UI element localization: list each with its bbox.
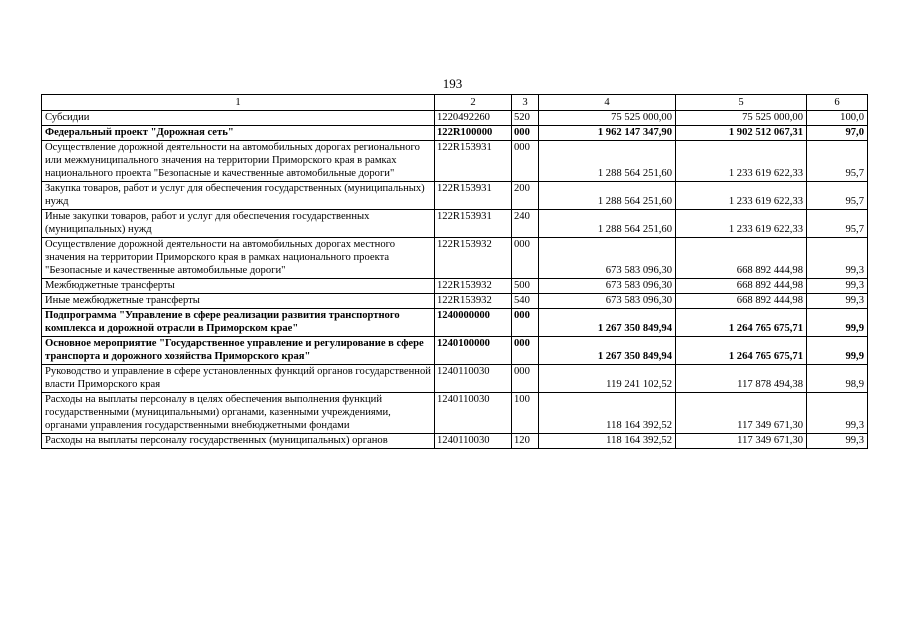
row-planned-amount: 118 164 392,52 [539, 393, 676, 434]
row-execution-percent: 97,0 [807, 126, 868, 141]
row-code: 122R153932 [435, 238, 512, 279]
row-code: 1240110030 [435, 365, 512, 393]
row-planned-amount: 673 583 096,30 [539, 238, 676, 279]
row-code: 122R100000 [435, 126, 512, 141]
row-name: Подпрограмма "Управление в сфере реализации развития транспортного комплекса и дорожной отрасли в Приморском крае" [42, 309, 435, 337]
row-expense-type: 000 [512, 238, 539, 279]
row-planned-amount: 118 164 392,52 [539, 434, 676, 449]
row-name: Осуществление дорожной деятельности на автомобильных дорогах местного значения на территории Приморского края в рамках национального проекта "Безопасные и качественные автомобильные дороги" [42, 238, 435, 279]
table-row [42, 434, 868, 449]
row-planned-amount: 1 267 350 849,94 [539, 309, 676, 337]
row-expense-type: 500 [512, 279, 539, 294]
row-planned-amount: 673 583 096,30 [539, 294, 676, 309]
row-planned-amount: 75 525 000,00 [539, 111, 676, 126]
row-expense-type: 520 [512, 111, 539, 126]
column-number-header-row [42, 95, 868, 111]
row-expense-type: 000 [512, 365, 539, 393]
row-name: Осуществление дорожной деятельности на автомобильных дорогах регионального или межмуниципального значения на территории Приморского края в рамках национального проекта "Безопасные и качественные автомобильные дороги" [42, 141, 435, 182]
row-code: 122R153931 [435, 141, 512, 182]
row-execution-percent: 100,0 [807, 111, 868, 126]
row-execution-percent: 99,9 [807, 309, 868, 337]
row-code: 122R153931 [435, 210, 512, 238]
row-planned-amount: 1 288 564 251,60 [539, 210, 676, 238]
table-row [42, 111, 868, 126]
table-row [42, 126, 868, 141]
table-row [42, 309, 868, 337]
row-code: 122R153932 [435, 279, 512, 294]
row-code: 1220492260 [435, 111, 512, 126]
table-row [42, 182, 868, 210]
row-name: Основное мероприятие "Государственное управление и регулирование в сфере транспорта и дорожного хозяйства Приморского края" [42, 337, 435, 365]
row-planned-amount: 1 288 564 251,60 [539, 182, 676, 210]
row-name: Расходы на выплаты персоналу государственных (муниципальных) органов [42, 434, 435, 449]
row-actual-amount: 1 264 765 675,71 [676, 337, 807, 365]
row-name: Закупка товаров, работ и услуг для обеспечения государственных (муниципальных) нужд [42, 182, 435, 210]
row-actual-amount: 668 892 444,98 [676, 294, 807, 309]
row-planned-amount: 673 583 096,30 [539, 279, 676, 294]
table-row [42, 238, 868, 279]
table-row [42, 365, 868, 393]
row-name: Межбюджетные трансферты [42, 279, 435, 294]
row-expense-type: 540 [512, 294, 539, 309]
row-planned-amount: 1 267 350 849,94 [539, 337, 676, 365]
column-number-3: 3 [512, 95, 539, 111]
table-row [42, 337, 868, 365]
row-planned-amount: 119 241 102,52 [539, 365, 676, 393]
row-name: Расходы на выплаты персоналу в целях обеспечения выполнения функций государственными (муниципальными) органами, казенными учреждениями, органами управления государственными внебюджетными фондами [42, 393, 435, 434]
row-actual-amount: 117 878 494,38 [676, 365, 807, 393]
row-name: Иные межбюджетные трансферты [42, 294, 435, 309]
row-code: 122R153932 [435, 294, 512, 309]
table-row [42, 294, 868, 309]
row-actual-amount: 75 525 000,00 [676, 111, 807, 126]
row-actual-amount: 117 349 671,30 [676, 393, 807, 434]
row-name: Субсидии [42, 111, 435, 126]
row-execution-percent: 99,3 [807, 434, 868, 449]
row-code: 1240110030 [435, 393, 512, 434]
budget-table [41, 94, 868, 449]
row-expense-type: 000 [512, 337, 539, 365]
row-actual-amount: 668 892 444,98 [676, 238, 807, 279]
column-number-2: 2 [435, 95, 512, 111]
column-number-6: 6 [807, 95, 868, 111]
table-row [42, 393, 868, 434]
row-execution-percent: 95,7 [807, 141, 868, 182]
row-execution-percent: 95,7 [807, 210, 868, 238]
row-actual-amount: 1 233 619 622,33 [676, 141, 807, 182]
row-code: 122R153931 [435, 182, 512, 210]
row-actual-amount: 1 264 765 675,71 [676, 309, 807, 337]
row-name: Федеральный проект "Дорожная сеть" [42, 126, 435, 141]
table-row [42, 279, 868, 294]
table-row [42, 141, 868, 182]
column-number-4: 4 [539, 95, 676, 111]
row-expense-type: 240 [512, 210, 539, 238]
row-code: 1240100000 [435, 337, 512, 365]
row-execution-percent: 98,9 [807, 365, 868, 393]
row-execution-percent: 99,3 [807, 393, 868, 434]
row-execution-percent: 99,3 [807, 238, 868, 279]
row-expense-type: 000 [512, 309, 539, 337]
row-code: 1240000000 [435, 309, 512, 337]
row-expense-type: 000 [512, 141, 539, 182]
row-planned-amount: 1 288 564 251,60 [539, 141, 676, 182]
page-number: 193 [442, 76, 463, 91]
row-actual-amount: 1 233 619 622,33 [676, 210, 807, 238]
row-code: 1240110030 [435, 434, 512, 449]
row-planned-amount: 1 962 147 347,90 [539, 126, 676, 141]
row-expense-type: 200 [512, 182, 539, 210]
row-expense-type: 120 [512, 434, 539, 449]
row-actual-amount: 1 902 512 067,31 [676, 126, 807, 141]
row-execution-percent: 99,9 [807, 337, 868, 365]
row-expense-type: 000 [512, 126, 539, 141]
row-actual-amount: 117 349 671,30 [676, 434, 807, 449]
row-name: Иные закупки товаров, работ и услуг для обеспечения государственных (муниципальных) нужд [42, 210, 435, 238]
table-row [42, 210, 868, 238]
column-number-5: 5 [676, 95, 807, 111]
column-number-1: 1 [42, 95, 435, 111]
row-actual-amount: 668 892 444,98 [676, 279, 807, 294]
row-execution-percent: 99,3 [807, 279, 868, 294]
row-execution-percent: 95,7 [807, 182, 868, 210]
row-expense-type: 100 [512, 393, 539, 434]
row-execution-percent: 99,3 [807, 294, 868, 309]
row-name: Руководство и управление в сфере установленных функций органов государственной власти Приморского края [42, 365, 435, 393]
row-actual-amount: 1 233 619 622,33 [676, 182, 807, 210]
